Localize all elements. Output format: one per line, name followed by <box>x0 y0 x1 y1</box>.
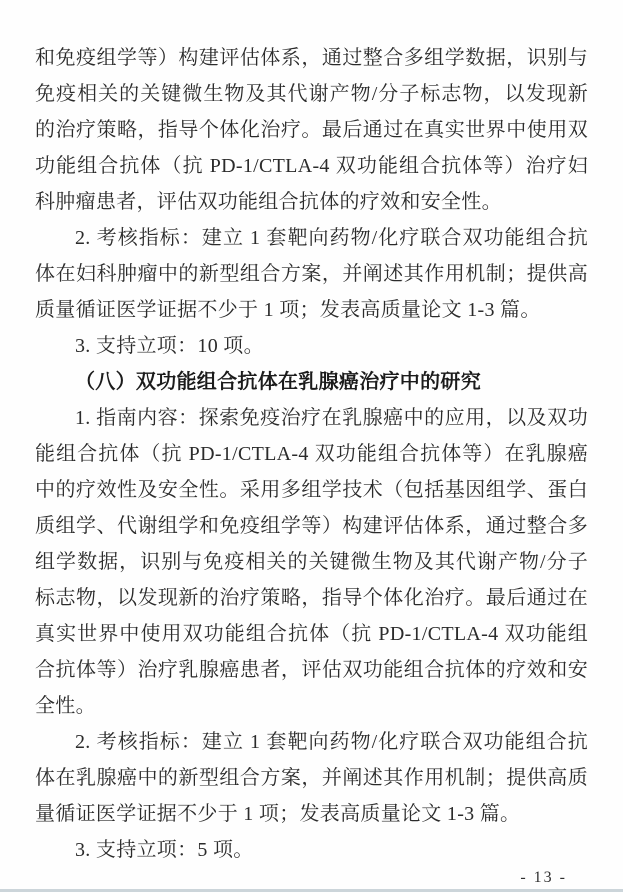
document-body <box>35 40 588 868</box>
paragraph: 3. 支持立项：10 项。 <box>75 335 264 357</box>
section-heading: （八）双功能组合抗体在乳腺癌治疗中的研究 <box>75 371 481 393</box>
paragraph: 1. 指南内容：探索免疫治疗在乳腺癌中的应用，以及双功能组合抗体（抗 PD-1/CTLA-4 双功能组合抗体等）在乳腺癌中的疗效性及安全性。采用多组学技术（包括基因组学、蛋白质组学、代谢组学和免疫组学等）构建评估体系，通过整合多组学数据，识别与免疫相关的关键微生物及其代谢产物/分子标志物，以发现新的治疗策略，指导个体化治疗。最后通过在真实世界中使用双功能组合抗体（抗 PD-1/CTLA-4 双功能组合抗体等）治疗乳腺癌患者，评估双功能组合抗体的疗效和安全性。 <box>35 407 588 717</box>
paragraph: 2. 考核指标：建立 1 套靶向药物/化疗联合双功能组合抗体在乳腺癌中的新型组合方案，并阐述其作用机制；提供高质量循证医学证据不少于 1 项；发表高质量论文 1-3 篇。 <box>35 731 588 825</box>
paragraph-continuation: 和免疫组学等）构建评估体系，通过整合多组学数据，识别与免疫相关的关键微生物及其代谢产物/分子标志物，以发现新的治疗策略，指导个体化治疗。最后通过在真实世界中使用双功能组合抗体（抗 PD-1/CTLA-4 双功能组合抗体等）治疗妇科肿瘤患者，评估双功能组合抗体的疗效和安全性。 <box>35 47 588 213</box>
paragraph: 3. 支持立项：5 项。 <box>75 839 254 861</box>
paragraph: 2. 考核指标：建立 1 套靶向药物/化疗联合双功能组合抗体在妇科肿瘤中的新型组合方案，并阐述其作用机制；提供高质量循证医学证据不少于 1 项；发表高质量论文 1-3 篇。 <box>35 227 588 321</box>
page-footer <box>520 869 567 887</box>
page-number: - 13 - <box>520 869 567 886</box>
